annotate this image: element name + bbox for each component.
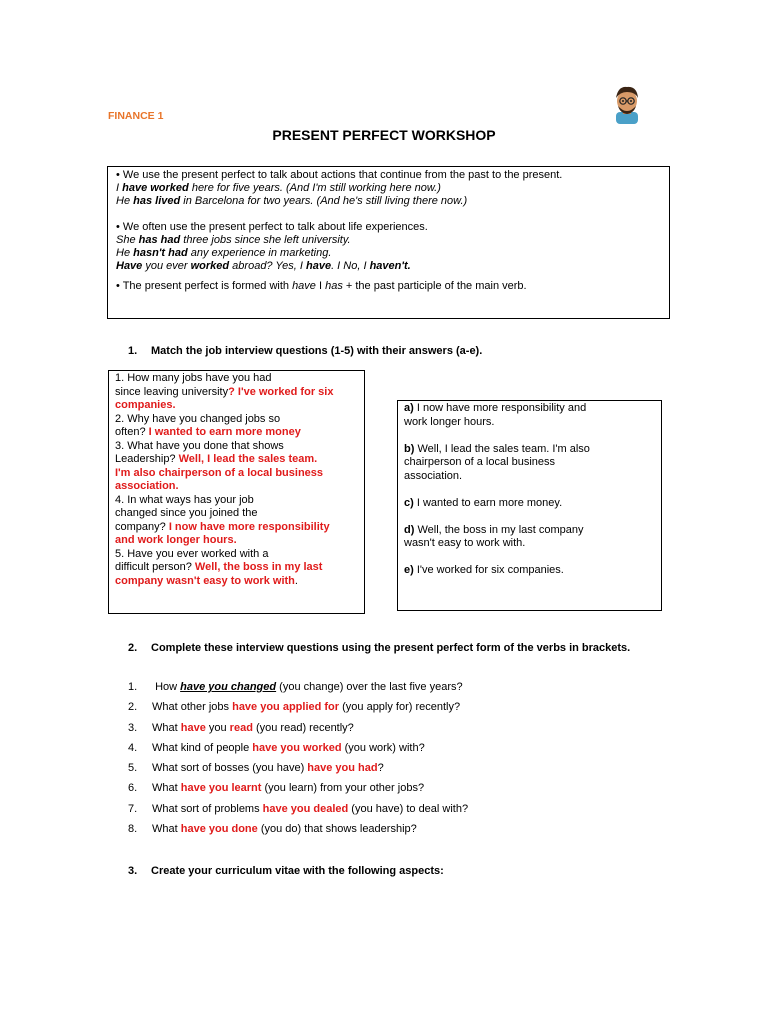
rule-2-example-2: He hasn't had any experience in marketing.	[116, 247, 332, 259]
avatar-icon	[606, 82, 648, 124]
question-5: 5. Have you ever worked with a difficult person? Well, the boss in my last company wasn't easy to work with.	[115, 547, 323, 587]
list-item: 2. What other jobs have you applied for (you apply for) recently?	[128, 701, 461, 714]
list-item: 3. What have you read (you read) recently?	[128, 721, 354, 734]
page-title: PRESENT PERFECT WORKSHOP	[272, 127, 496, 143]
list-item: 1. How have you changed (you change) over the last five years?	[128, 681, 463, 693]
question-2: 2. Why have you changed jobs so often? I wanted to earn more money	[115, 412, 301, 438]
answer-a: a) I now have more responsibility and work longer hours.	[404, 402, 587, 428]
rule-1-example-2: He has lived in Barcelona for two years. (And he's still living there now.)	[116, 195, 468, 207]
answers-box	[397, 400, 662, 611]
answer-e: e) I've worked for six companies.	[404, 564, 564, 576]
rule-3: • The present perfect is formed with have I has + the past participle of the main verb.	[116, 280, 527, 292]
answer-d: d) Well, the boss in my last company wasn't easy to work with.	[404, 523, 584, 549]
list-item: 7. What sort of problems have you dealed (you have) to deal with?	[128, 802, 469, 815]
rule-2-example-3: Have you ever worked abroad? Yes, I have. I No, I haven't.	[116, 260, 411, 272]
question-1: 1. How many jobs have you had since leaving university? I've worked for six companies.	[115, 372, 334, 411]
list-item: 6. What have you learnt (you learn) from your other jobs?	[128, 782, 425, 795]
rule-1-example-1: I have worked here for five years. (And I'm still working here now.)	[116, 182, 441, 194]
exercise-3-instruction: 3. Create your curriculum vitae with the following aspects:	[128, 865, 444, 877]
list-item: 8. What have you done (you do) that shows leadership?	[128, 823, 417, 836]
list-item: 4. What kind of people have you worked (you work) with?	[128, 741, 425, 754]
grammar-rules-box	[107, 166, 670, 319]
rule-2-example-1: She has had three jobs since she left university.	[116, 234, 351, 246]
question-3: 3. What have you done that shows Leadership? Well, I lead the sales team. I'm also chairperson of a local business association.	[115, 439, 324, 492]
rule-1-intro: • We use the present perfect to talk about actions that continue from the past to the present.	[116, 169, 563, 181]
answer-c: c) I wanted to earn more money.	[404, 496, 563, 509]
question-4: 4. In what ways has your job changed since you joined the company? I now have more responsibility and work longer hours.	[115, 493, 330, 546]
answer-b: b) Well, I lead the sales team. I'm also chairperson of a local business association.	[404, 442, 590, 482]
questions-box	[108, 370, 365, 614]
list-item: 5. What sort of bosses (you have) have you had?	[128, 762, 384, 775]
exercise-2-list	[128, 681, 468, 843]
rule-2-intro: • We often use the present perfect to talk about life experiences.	[116, 221, 428, 233]
exercise-1-instruction: 1. Match the job interview questions (1-5) with their answers (a-e).	[128, 345, 483, 357]
exercise-2-instruction: 2. Complete these interview questions using the present perfect form of the verbs in brackets.	[128, 642, 631, 654]
course-label: FINANCE 1	[108, 110, 164, 122]
